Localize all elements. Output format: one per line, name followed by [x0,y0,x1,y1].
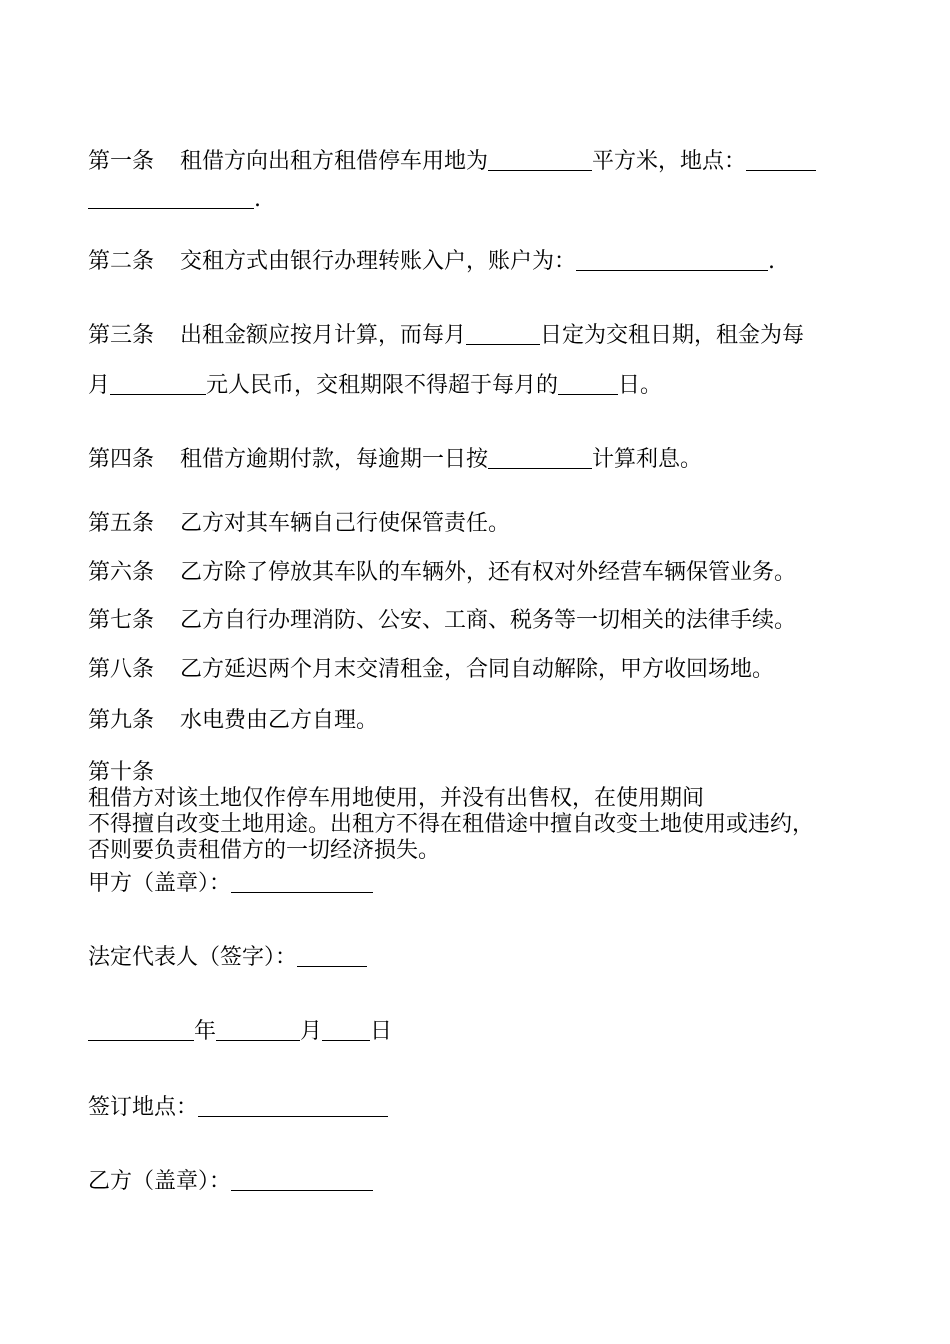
article-text: 月 [88,373,111,398]
article-3-continued [88,372,662,400]
article-1-continued [88,186,261,214]
blank-year[interactable] [88,1020,194,1041]
article-label: 第九条 [88,708,155,733]
blank-day[interactable] [322,1020,370,1041]
article-3 [88,322,804,350]
article-9 [88,707,378,735]
blank-party-b[interactable] [231,1170,373,1191]
article-7 [88,607,796,635]
article-text: 平方米，地点： [592,149,747,174]
article-text: 租借方逾期付款，每逾期一日按 [180,447,489,472]
signature-label: 法定代表人（签字）： [88,945,298,970]
article-text: 出租金额应按月计算，而每月 [180,323,467,348]
signature-place [88,1094,388,1122]
article-label: 第一条 [88,149,155,174]
signature-label: 甲方（盖章）： [88,871,232,896]
blank-area[interactable] [488,150,592,171]
article-5 [88,510,510,538]
article-text: 计算利息。 [592,447,703,472]
date-year-label: 年 [194,1019,217,1044]
article-text: 水电费由乙方自理。 [180,708,379,733]
article-text: 乙方除了停放其车队的车辆外，还有权对外经营车辆保管业务。 [180,560,797,585]
article-text: 日定为交租日期，租金为每 [540,323,805,348]
article-text: 租借方向出租方租借停车用地为 [180,149,489,174]
article-4 [88,446,702,474]
article-10-line-3: 否则要负责租借方的一切经济损失。 [88,838,441,863]
article-2 [88,248,775,276]
article-6 [88,559,796,587]
article-text: 乙方延迟两个月末交清租金，合同自动解除，甲方收回场地。 [180,657,775,682]
blank-party-a[interactable] [231,872,373,893]
article-label: 第五条 [88,511,155,536]
blank-deadline-day[interactable] [558,374,618,395]
blank-location[interactable] [746,150,816,171]
signature-label: 签订地点： [88,1095,199,1120]
article-label: 第七条 [88,608,155,633]
blank-pay-day[interactable] [466,324,540,345]
article-text: . [768,249,776,274]
article-label: 第八条 [88,657,155,682]
date-day-label: 日 [370,1019,393,1044]
article-text: 租借方对该土地仅作停车用地使用，并没有出售权，在使用期间 [88,786,705,811]
blank-month[interactable] [216,1020,300,1041]
article-text: 交租方式由银行办理转账入户，账户为： [180,249,577,274]
article-text: 乙方对其车辆自己行使保管责任。 [180,511,511,536]
article-label: 第十条 [88,760,155,785]
article-10 [88,760,868,864]
article-text: 乙方自行办理消防、公安、工商、税务等一切相关的法律手续。 [180,608,797,633]
article-text: 元人民币，交租期限不得超于每月的 [206,373,559,398]
article-1 [88,148,816,176]
article-8 [88,656,774,684]
blank-interest[interactable] [488,448,592,469]
article-label: 第四条 [88,447,155,472]
article-label: 第三条 [88,323,155,348]
signature-legal-rep [88,944,367,972]
signature-date [88,1018,392,1046]
article-text: . [254,187,261,212]
blank-legal-rep[interactable] [297,946,367,967]
signature-label: 乙方（盖章）： [88,1169,232,1194]
article-label: 第二条 [88,249,155,274]
article-label: 第六条 [88,560,155,585]
blank-account[interactable] [576,250,768,271]
article-10-line-1 [88,760,868,812]
blank-location-continued[interactable] [88,188,254,209]
signature-party-a [88,870,373,898]
signature-party-b [88,1168,373,1196]
article-10-line-2: 不得擅自改变土地用途。出租方不得在租借途中擅自改变土地使用或违约， [88,812,815,837]
date-month-label: 月 [300,1019,323,1044]
article-text: 日。 [618,373,663,398]
blank-rent-amount[interactable] [110,374,206,395]
blank-place[interactable] [198,1096,388,1117]
